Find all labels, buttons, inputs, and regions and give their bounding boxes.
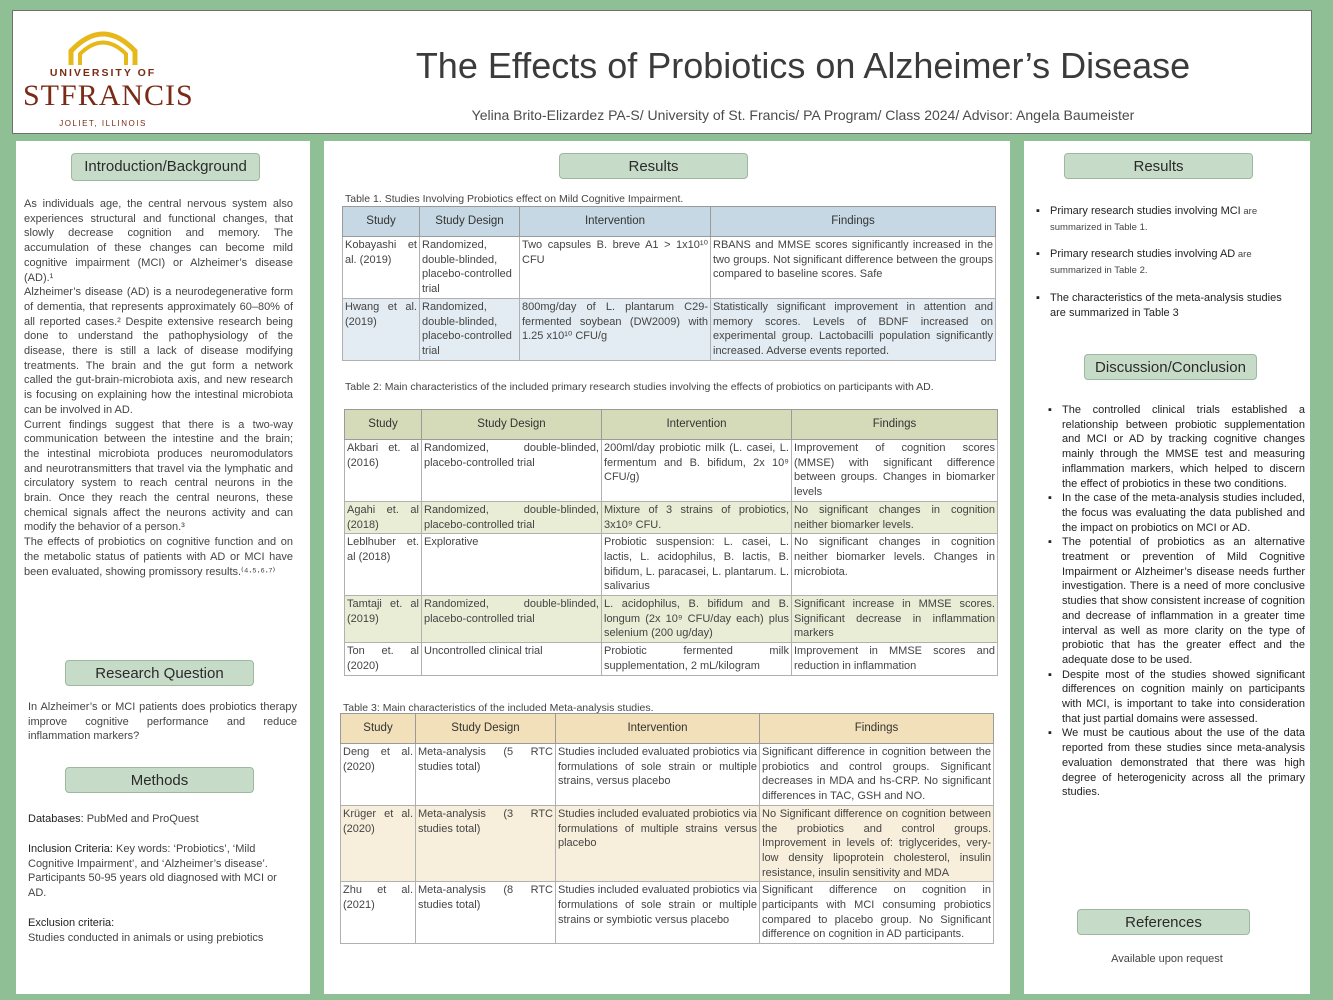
databases-value: PubMed and ProQuest	[86, 813, 199, 825]
table-row	[345, 534, 998, 596]
table-cell: 800mg/day of L. plantarum C29-fermented soybean (DW2009) with 1.25 x10¹⁰ CFU/g	[520, 298, 711, 360]
table-cell: Meta-analysis (5 RTC studies total)	[416, 744, 556, 806]
table-cell: Randomized, double-blinded, placebo-controlled trial	[420, 237, 520, 299]
methods-exclusion	[28, 916, 297, 945]
table-cell: Studies included evaluated probiotics via formulations of sole strain or multiple strains, versus placebo	[556, 744, 760, 806]
results-summary-item: ▪ The characteristics of the meta-analysis studies are summarized in Table 3	[1034, 291, 1296, 321]
table-header: Study Design	[416, 714, 556, 744]
poster-title: The Effects of Probiotics on Alzheimer’s Disease	[415, 45, 1191, 86]
table-cell: Significant difference in cognition between the probiotics and control groups. Significant decreases in MDA and hs-CRP. No significant differences in TAC, GSH and NO.	[760, 744, 994, 806]
table-cell: Meta-analysis (8 RTC studies total)	[416, 882, 556, 944]
discussion-item: ▪ In the case of the meta-analysis studies included, the focus was evaluating the data published and the impact on probiotics on MCI or AD.	[1046, 491, 1305, 535]
table-row	[343, 298, 996, 360]
discussion-item: ▪ Despite most of the studies showed significant differences on cognition mainly on participants with MCI, is important to take into consideration that just partial domains were assessed.	[1046, 668, 1305, 727]
logo-line1: UNIVERSITY OF	[49, 67, 157, 79]
results-heading: Results	[559, 153, 748, 179]
results-summary-list	[1034, 204, 1296, 321]
table-row	[345, 440, 998, 502]
table-cell: Randomized, double-blinded, placebo-controlled trial	[422, 440, 602, 502]
table-cell: No significant changes in cognition neither biomarker levels. Changes in microbiota.	[792, 534, 998, 596]
logo-line3: JOLIET, ILLINOIS	[59, 119, 147, 128]
table-cell: Randomized, double-blinded, placebo-controlled trial	[422, 501, 602, 533]
intro-body	[24, 197, 293, 579]
databases-label: Databases:	[28, 813, 84, 825]
research-question-heading: Research Question	[65, 660, 254, 686]
methods-heading: Methods	[65, 767, 254, 793]
table-cell: Tamtaji et. al (2019)	[345, 596, 422, 643]
results-summary-item: ▪ Primary research studies involving MCI are summarized in Table 1.	[1034, 204, 1296, 235]
table-cell: No significant changes in cognition neither biomarker levels.	[792, 501, 998, 533]
table-cell: RBANS and MMSE scores significantly increased in the two groups. Not significant difference between the groups compared to baseline scores. Safe	[711, 237, 996, 299]
methods-databases	[28, 812, 297, 827]
table-row	[345, 596, 998, 643]
table1	[342, 206, 996, 361]
table-header: Intervention	[602, 410, 792, 440]
right-panel	[1024, 141, 1310, 994]
table-cell: Studies included evaluated probiotics via formulations of sole strain or multiple strains or symbiotic versus placebo	[556, 882, 760, 944]
university-logo	[23, 23, 194, 128]
table3-caption: Table 3: Main characteristics of the included Meta-analysis studies.	[343, 702, 654, 714]
table-header: Study Design	[420, 207, 520, 237]
table-cell: 200ml/day probiotic milk (L. casei, L. fermentum and B. bifidum, 2x 10⁹ CFU/g)	[602, 440, 792, 502]
table-cell: Meta-analysis (3 RTC studies total)	[416, 805, 556, 882]
table-cell: Studies included evaluated probiotics via formulations of multiple strains versus placebo	[556, 805, 760, 882]
table-cell: Improvement of cognition scores (MMSE) with significant difference between groups. Changes in biomarker levels	[792, 440, 998, 502]
table-cell: Two capsules B. breve A1 > 1x10¹⁰ CFU	[520, 237, 711, 299]
discussion-item: ▪ The controlled clinical trials established a relationship between probiotic supplementation and MCI or AD by tracking cognitive changes mainly through the MMSE test and measuring inflammation markers, which helped to discern the effect of probiotics in these two conditions.	[1046, 403, 1305, 491]
table3	[340, 713, 994, 944]
table-cell: Significant difference on cognition in participants with MCI consuming probiotics compared to placebo group. No Significant difference on cognition in AD participants.	[760, 882, 994, 944]
table-cell: Explorative	[422, 534, 602, 596]
table2	[344, 409, 998, 676]
references-heading: References	[1077, 909, 1250, 935]
intro-heading: Introduction/Background	[71, 153, 260, 181]
table-row	[345, 643, 998, 675]
table-cell: Zhu et al. (2021)	[341, 882, 416, 944]
intro-paragraph: The effects of probiotics on cognitive function and on the metabolic status of patients with AD or MCI have been evaluated, showing promissory results.⁽⁴·⁵·⁶·⁷⁾	[24, 536, 293, 578]
exclusion-value: Studies conducted in animals or using prebiotics	[28, 931, 264, 944]
table-cell: Ton et. al (2020)	[345, 643, 422, 675]
table-cell: Randomized, double-blinded, placebo-controlled trial	[422, 596, 602, 643]
table-row	[341, 744, 994, 806]
table-row	[341, 882, 994, 944]
discussion-item: ▪ The potential of probiotics as an alternative treatment or prevention of Mild Cognitive Impairment or Alzheimer’s disease needs further investigation. There is a need of more conclusive studies that show consistent increase of cognition and decrease of inflammation in a greater time interval as well as more clarity on the type of probiotic that has the greater effect and the adequate dose to be used.	[1046, 535, 1305, 667]
discussion-heading: Discussion/Conclusion	[1084, 354, 1257, 380]
table-header: Study	[343, 207, 420, 237]
intro-paragraph: As individuals age, the central nervous system also experiences structural and functional changes, that slowly decrease cognition and memory. The accumulation of these changes can become mild cognitive impairment (MCI) or Alzheimer’s disease (AD).¹	[24, 198, 293, 284]
intro-paragraph: Current findings suggest that there is a two-way communication between the intestine and the brain; the intestinal microbiota produces neuromodulators and neurotransmitters that travel via the lymphatic and circulatory system to reach central neurons in the brain. Once they reach the central neurons, these chemical signals affect the neurons activity and can modify the behavior of a person.³	[24, 418, 293, 534]
table-cell: L. acidophilus, B. bifidum and B. longum (2x 10⁹ CFU/day each) plus selenium (200 ug/day)	[602, 596, 792, 643]
table-cell: Improvement in MMSE scores and reduction in inflammation	[792, 643, 998, 675]
research-question-text: In Alzheimer’s or MCI patients does probiotics therapy improve cognitive performance and reduce inflammation markers?	[28, 701, 297, 743]
table-cell: No Significant difference on cognition between the probiotics and control groups. Improvement in levels of: triglycerides, very-low density lipoprotein cholesterol, insulin resistance, insulin sensitivity and MDA	[760, 805, 994, 882]
table-header: Intervention	[556, 714, 760, 744]
poster-authors: Yelina Brito-Elizardez PA-S/ University of St. Francis/ PA Program/ Class 2024/ Advisor: Angela Baumeister	[471, 107, 1135, 123]
results-summary-heading: Results	[1064, 153, 1253, 179]
table-header: Findings	[760, 714, 994, 744]
table-header: Findings	[711, 207, 996, 237]
middle-panel	[324, 141, 1010, 994]
table-row	[345, 501, 998, 533]
table-header: Study	[341, 714, 416, 744]
table-cell: Mixture of 3 strains of probiotics, 3x10⁹ CFU.	[602, 501, 792, 533]
table-cell: Deng et al. (2020)	[341, 744, 416, 806]
table-cell: Significant increase in MMSE scores. Significant decrease in inflammation markers	[792, 596, 998, 643]
exclusion-label: Exclusion criteria:	[28, 917, 115, 929]
table-header: Study Design	[422, 410, 602, 440]
results-summary-item: ▪ Primary research studies involving AD are summarized in Table 2.	[1034, 247, 1296, 278]
table-cell: Kobayashi et al. (2019)	[343, 237, 420, 299]
discussion-item: ▪ We must be cautious about the use of the data reported from these studies since meta-analysis evaluation demonstrated that there was high degree of heterogenicity across all the primary studies.	[1046, 726, 1305, 800]
table-cell: Randomized, double-blinded, placebo-controlled trial	[420, 298, 520, 360]
inclusion-label: Inclusion Criteria:	[28, 843, 113, 855]
methods-inclusion	[28, 842, 297, 901]
table-row	[341, 805, 994, 882]
table-cell: Probiotic suspension: L. casei, L. lactis, L. acidophilus, B. lactis, B. bifidum, L. paracasei, L. plantarum. L. salivarius	[602, 534, 792, 596]
discussion-list	[1046, 403, 1305, 800]
intro-paragraph: Alzheimer’s disease (AD) is a neurodegenerative form of dementia, that represents approximately 60–80% of all reported cases.² Despite extensive research being done to understand the pathophysiology of the disease, there is still a lack of disease modifying treatments. The brain and the gut form a network called the gut-brain-microbiota axis, and new research is focusing on explaining how the intestinal microbiota can be involved in AD.	[24, 286, 293, 416]
table-header: Intervention	[520, 207, 711, 237]
table-header: Findings	[792, 410, 998, 440]
left-panel	[16, 141, 310, 994]
table-header-row	[343, 207, 996, 237]
table-cell: Leblhuber et. al (2018)	[345, 534, 422, 596]
table-cell: Probiotic fermented milk supplementation, 2 mL/kilogram	[602, 643, 792, 675]
table-header-row	[345, 410, 998, 440]
inclusion-value: Key words: ‘Probiotics’, ‘Mild Cognitive Impairment’, and ‘Alzheimer’s disease’. Participants 50-95 years old diagnosed with MCI or AD.	[28, 843, 277, 900]
table-header: Study	[345, 410, 422, 440]
poster-header	[12, 10, 1312, 134]
arch-icon	[23, 23, 183, 67]
table-cell: Krüger et al. (2020)	[341, 805, 416, 882]
table-cell: Statistically significant improvement in attention and memory scores. Levels of BDNF increased on experimental group. Lactobacilli population significantly increased. Adverse events reported.	[711, 298, 996, 360]
logo-line2: STFRANCIS	[23, 79, 194, 112]
table-cell: Agahi et. al (2018)	[345, 501, 422, 533]
table-header-row	[341, 714, 994, 744]
table-cell: Uncontrolled clinical trial	[422, 643, 602, 675]
table-cell: Akbari et. al (2016)	[345, 440, 422, 502]
table1-caption: Table 1. Studies Involving Probiotics effect on Mild Cognitive Impairment.	[345, 193, 684, 205]
table2-caption: Table 2: Main characteristics of the included primary research studies involving the effects of probiotics on participants with AD.	[345, 381, 934, 393]
table-cell: Hwang et al. (2019)	[343, 298, 420, 360]
table-row	[343, 237, 996, 299]
references-text: Available upon request	[1111, 953, 1223, 965]
